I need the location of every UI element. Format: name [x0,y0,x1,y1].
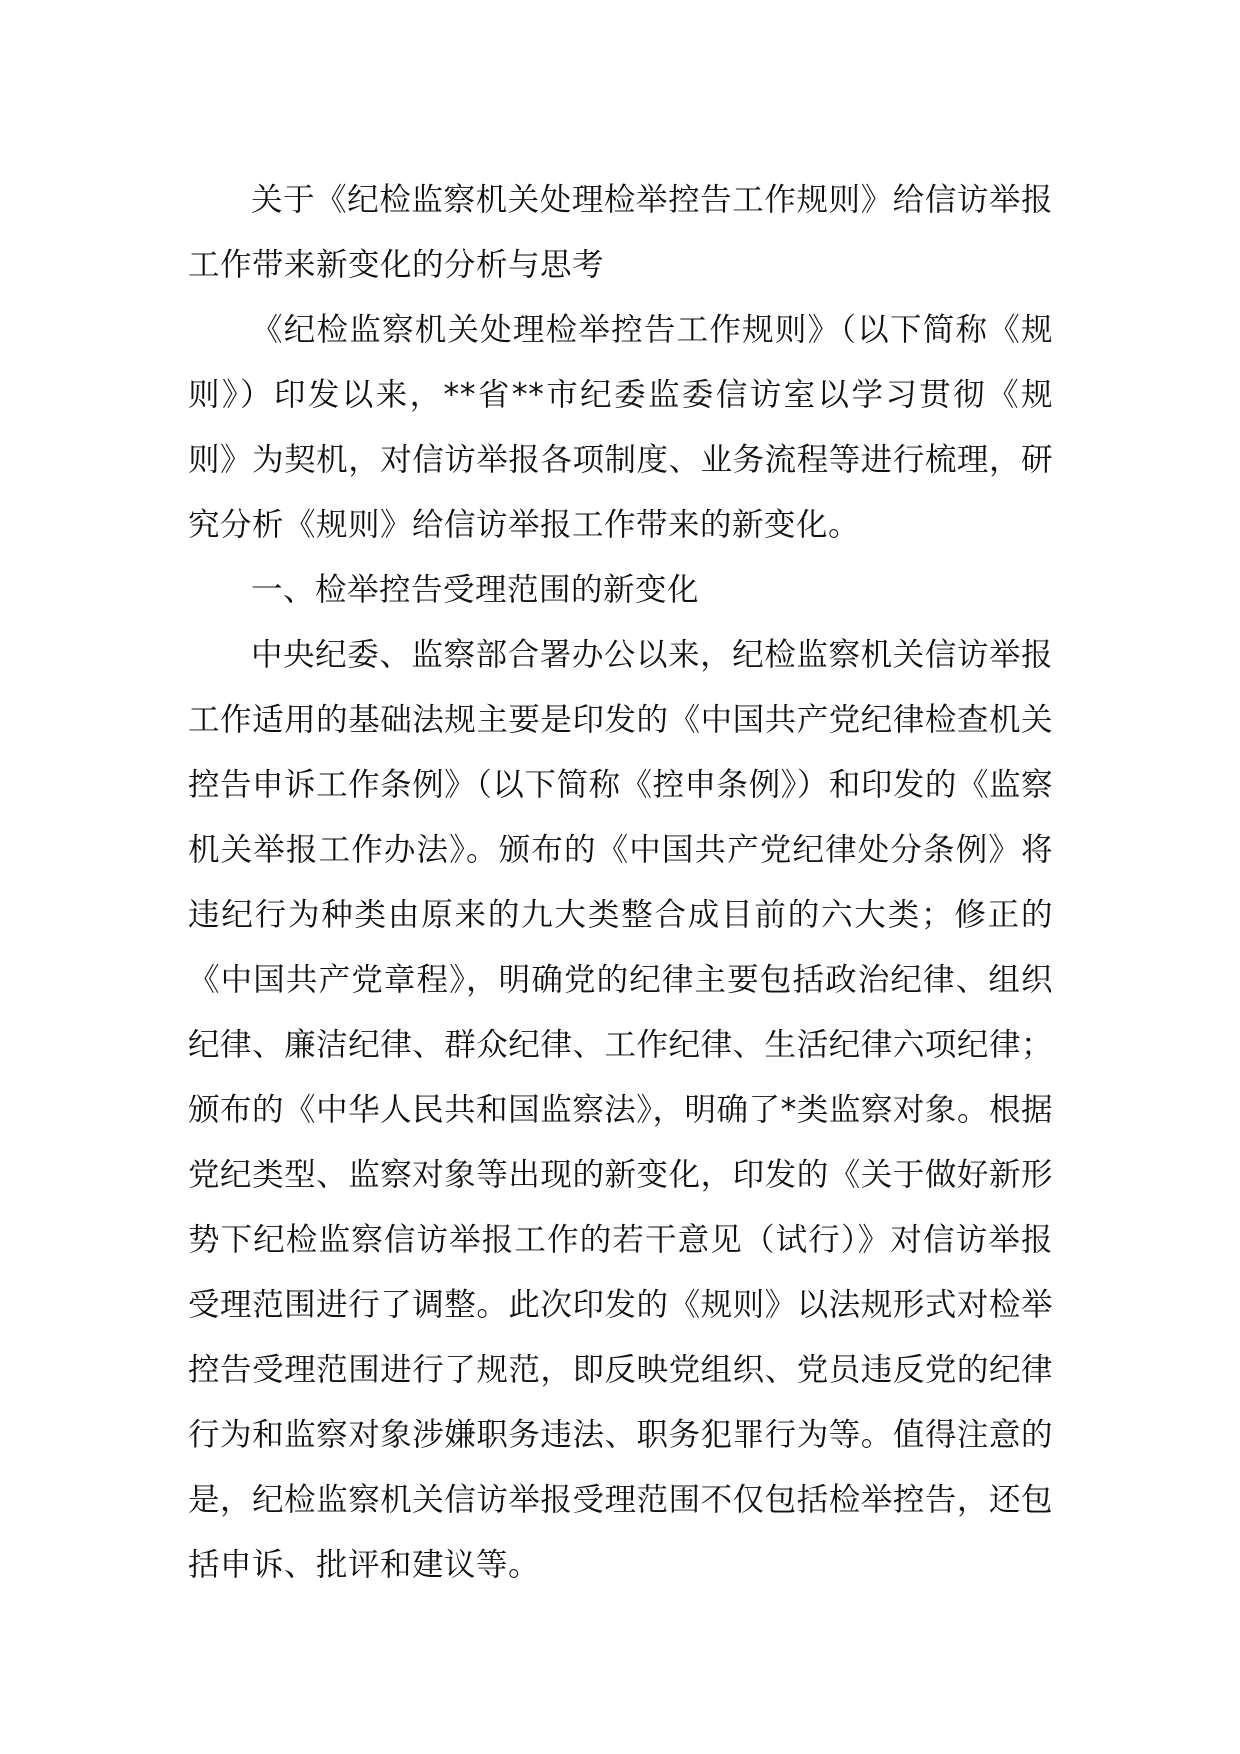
paragraph-intro: 《纪检监察机关处理检举控告工作规则》（以下简称《规则》）印发以来，**省**市纪委监委信访室以学习贯彻《规则》为契机，对信访举报各项制度、业务流程等进行梳理，研究分析《规则》给信访举报工作带来的新变化。 [188,312,1053,543]
document-title: 关于《纪检监察机关处理检举控告工作规则》给信访举报工作带来新变化的分析与思考 [188,182,1053,283]
document-body [188,168,1053,1598]
section-heading-1: 一、检举控告受理范围的新变化 [251,572,700,608]
paragraph-section-1: 中央纪委、监察部合署办公以来，纪检监察机关信访举报工作适用的基础法规主要是印发的《中国共产党纪律检查机关控告申诉工作条例》（以下简称《控申条例》）和印发的《监察机关举报工作办法》。颁布的《中国共产党纪律处分条例》将违纪行为种类由原来的九大类整合成目前的六大类；修正的《中国共产党章程》，明确党的纪律主要包括政治纪律、组织纪律、廉洁纪律、群众纪律、工作纪律、生活纪律六项纪律；颁布的《中华人民共和国监察法》，明确了*类监察对象。根据党纪类型、监察对象等出现的新变化，印发的《关于做好新形势下纪检监察信访举报工作的若干意见（试行）》对信访举报受理范围进行了调整。此次印发的《规则》以法规形式对检举控告受理范围进行了规范，即反映党组织、党员违反党的纪律行为和监察对象涉嫌职务违法、职务犯罪行为等。值得注意的是，纪检监察机关信访举报受理范围不仅包括检举控告，还包括申诉、批评和建议等。 [188,637,1053,1583]
